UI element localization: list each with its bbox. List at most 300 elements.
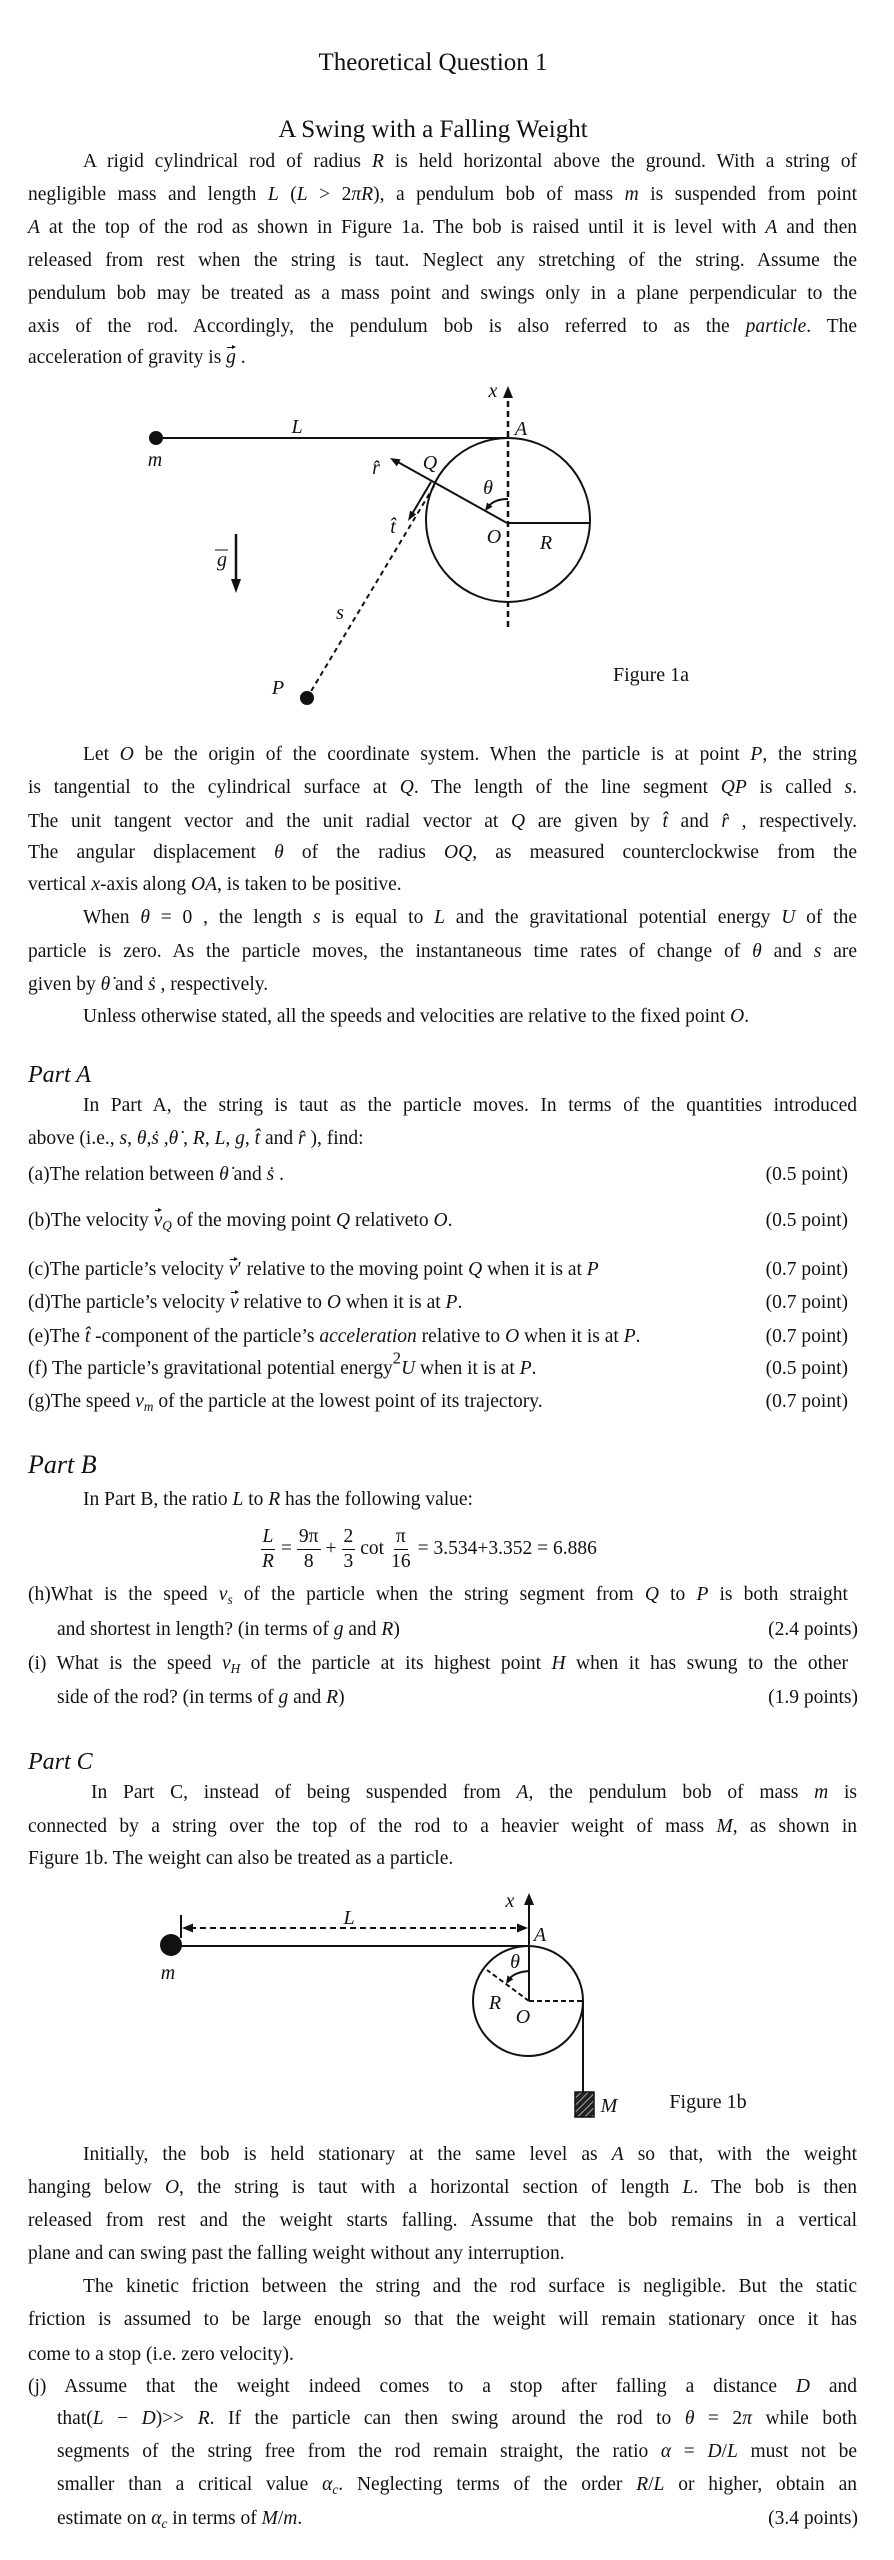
math-symbol: θ [140,907,150,928]
problem-title: A Swing with a Falling Weight [278,116,588,143]
math-symbol: R [371,151,384,172]
question-c [28,1253,848,1286]
text-run: must not be [737,2441,858,2462]
text-run: relativeto [350,1210,434,1231]
math-symbol: U [401,1358,416,1379]
vector-symbol: g [226,347,236,368]
text-run: , respectively. [728,811,858,832]
math-symbol: π [742,2408,752,2429]
text-run: given by [28,974,101,995]
setup-line [28,968,857,1001]
text-run: (c)The particle’s velocity [28,1259,229,1280]
vector-symbol: v [229,1292,239,1313]
math-symbol: R [192,1128,205,1149]
math-symbol: v [135,1391,144,1412]
label-l: L [291,416,303,438]
text-run: when it is at [482,1259,587,1280]
fraction [297,1525,321,1574]
text-run: that( [57,2408,93,2429]
text-run: (f) The particle’s gravitational potential energy [28,1358,393,1379]
text-run: , [204,1128,215,1149]
math-symbol: R [381,1619,394,1640]
math-symbol: L [267,184,279,205]
label-l: L [343,1907,355,1929]
text-run: . [852,777,857,798]
question-text [28,1259,599,1280]
math-symbol: m [624,184,639,205]
math-symbol: m [814,1782,829,1803]
text-run: , [127,1128,137,1149]
math-symbol: L [296,184,308,205]
text-run: has the following value: [280,1489,473,1510]
label-q: Q [422,452,438,474]
x-axis-arrowhead-icon [524,1893,534,1905]
math-symbol: P [586,1259,599,1280]
gravity-arrowhead-icon [231,579,241,593]
text-run: segments of the string free from the rod remain straight, the ratio [57,2441,661,2462]
math-symbol: R [197,2408,210,2429]
math-symbol: g [235,1128,245,1149]
subscript: s [227,1591,233,1607]
math-symbol: s [119,1128,128,1149]
label-r: R [539,532,553,554]
math-symbol: θ [274,842,284,863]
figure-1b-caption: Figure 1b [669,2091,747,2113]
fraction [389,1525,413,1574]
math-symbol: M [261,2508,278,2529]
math-symbol: Q [644,1584,659,1605]
math-symbol: U [781,907,796,928]
text-run: when it is at [415,1358,520,1379]
setup-line [28,805,857,838]
text-run: = [671,2441,708,2462]
text-run: smaller than a critical value [57,2474,323,2495]
question-text [28,1391,543,1412]
math-symbol: L [434,907,445,928]
question-text [28,1348,537,1379]
text-run: , the pendulum bob of mass [528,1782,815,1803]
points-value: (1.9 points) [768,1687,858,1708]
question-g [28,1385,848,1418]
question-h-line [28,1578,848,1611]
math-symbol: P [623,1326,636,1347]
text-run: axis of the rod. Accordingly, the pendulum bob is also referred to as the [28,316,746,337]
text-run: The angular displacement [28,842,275,863]
label-x: x [488,380,498,402]
part-a-intro-line [28,1122,857,1155]
math-symbol: πR [351,184,374,205]
question-i [57,1681,858,1714]
text-run: of the particle at the lowest point of its trajectory. [153,1391,543,1412]
points-value: (3.4 points) [768,2508,858,2529]
math-symbol: g [333,1619,344,1640]
text-run: (h)What is the speed [28,1584,219,1605]
document-title: Theoretical Question 1 [318,49,548,76]
label-a: A [514,418,528,440]
label-m: m [147,449,163,471]
text-run: to [243,1489,269,1510]
text-run: (a)The relation between [28,1164,220,1185]
intro-line [28,310,857,343]
x-axis-arrowhead-icon [503,386,513,398]
part-c-heading: Part C [28,1749,93,1775]
text-run: )>> [155,2408,198,2429]
math-symbol: Q [468,1259,483,1280]
question-text [28,1164,284,1185]
math-symbol: s [813,941,822,962]
text-run: , as shown in [732,1816,857,1837]
text-run: , as measured counterclockwise from the [472,842,857,863]
math-symbol: Q [511,811,526,832]
question-e [28,1320,848,1353]
label-big-m: M [600,2095,618,2117]
part-c-line [28,2237,857,2270]
text-run: (e)The [28,1326,85,1347]
math-symbol: P [445,1292,458,1313]
intro-line [28,178,857,211]
text-run: , [158,1128,169,1149]
text-run: friction is assumed to be large enough so that the weight will remain stationary once it has [28,2309,857,2330]
subscript: c [332,2481,339,2497]
text-run: connected by a string over the top of the rod to a heavier weight of mass [28,1816,717,1837]
math-symbol: particle [745,316,807,337]
text-run: when it has swung to the other [565,1653,849,1674]
math-symbol: v [221,1653,231,1674]
math-symbol: s [312,907,321,928]
part-c-intro-line [28,1810,857,1843]
math-symbol: x [91,874,100,895]
math-symbol: L [232,1489,244,1510]
text-run: and [110,974,149,995]
text-run: When [83,907,141,928]
text-run: ) [338,1687,345,1708]
math-symbol: L [682,2177,694,2198]
part-c-line [28,2204,857,2237]
text-run: and shortest in length? (in terms of [57,1619,334,1640]
question-j-line [28,2370,857,2403]
math-symbol: ṡ [148,974,156,995]
fraction-numerator: 2 [342,1525,356,1550]
setup-line [83,1000,857,1033]
math-symbol: θ̇ [168,1128,179,1149]
question-a [28,1158,848,1191]
text-run: be the origin of the coordinate system. When the particle is at point [133,744,751,765]
subscript: c [161,2515,168,2531]
question-i-line [28,1647,848,1680]
math-symbol: t̂ [254,1128,261,1149]
text-run: . The length of the line segment [413,777,721,798]
part-c-intro-line [28,1842,857,1875]
points-value: (0.7 point) [765,1292,848,1313]
math-symbol: OA [190,874,217,895]
points-value: (0.5 point) [765,1358,848,1379]
intro-line [28,211,857,244]
text-run: A rigid cylindrical rod of radius [83,151,372,172]
text-run: . [274,1164,284,1185]
r-hat-arrowhead-icon [390,458,401,466]
text-run: (d)The particle’s velocity [28,1292,230,1313]
label-r: R [488,1992,502,2014]
math-symbol: θ [752,941,762,962]
math-symbol: g [278,1687,289,1708]
math-symbol: acceleration [319,1326,417,1347]
label-a: A [533,1924,547,1946]
fraction-numerator: L [261,1525,276,1550]
fraction-denominator: 16 [391,1550,411,1572]
text-run: and the gravitational potential energy [444,907,782,928]
text-run: , is taken to be positive. [216,874,402,895]
text-run: released from rest and the weight starts falling. Assume that the bob remains in a vertical [28,2210,857,2231]
text-run: . [235,347,246,368]
label-t-hat: t̂ [390,516,396,538]
math-symbol: OQ [444,842,473,863]
text-run: ) [393,1619,400,1640]
text-run: when it is at [340,1292,446,1313]
math-symbol: ṡ [151,1128,159,1149]
math-symbol: L [214,1128,226,1149]
question-text [28,1292,462,1313]
text-run: come to a stop (i.e. zero velocity). [28,2344,294,2365]
text-run: , respectively. [155,974,269,995]
setup-line [28,935,857,968]
math-symbol: L [726,2441,738,2462]
text-run: ), a pendulum bob of mass [373,184,625,205]
label-m: m [160,1962,176,1984]
math-symbol: H [551,1653,566,1674]
intro-line [28,244,857,277]
text-run: . [744,1006,750,1027]
math-symbol: QP [720,777,747,798]
math-symbol: L [653,2474,665,2495]
text-run: Initially, the bob is held stationary at the same level as [83,2144,612,2165]
text-run: is equal to [320,907,435,928]
text-run: Figure 1b. The weight can also be treated as a particle. [28,1848,454,1869]
math-symbol: O [164,2177,180,2198]
question-text [57,2508,302,2529]
math-symbol: s [844,777,853,798]
question-j-line [57,2468,857,2501]
subscript: Q [162,1217,172,1233]
points-value: (0.7 point) [765,1391,848,1412]
text-run: is [828,1782,857,1803]
text-run: is called [746,777,845,798]
equation-operator: = 3.534+3.352 = 6.886 [417,1538,597,1559]
fraction [342,1525,356,1574]
text-run: > 2 [307,184,352,205]
question-text [28,1210,452,1231]
string-segment-qp [307,486,434,698]
figure-1a [0,360,894,720]
math-symbol: R [326,1687,339,1708]
fraction-numerator: 9π [297,1525,321,1550]
text-run: or higher, obtain an [664,2474,857,2495]
label-s: s [336,602,344,624]
label-o: O [486,526,502,548]
math-symbol: Q [335,1210,351,1231]
math-symbol: P [750,744,763,765]
text-run: are [821,941,857,962]
points-value: (0.5 point) [765,1210,848,1231]
text-run: ), find: [305,1128,364,1149]
math-symbol: v [218,1584,228,1605]
text-run: . Neglecting terms of the order [338,2474,637,2495]
text-run: -component of the particle’s [90,1326,320,1347]
text-run: , [146,1128,152,1149]
question-text [57,1687,345,1708]
text-run: . [447,1210,453,1231]
math-symbol: ṡ [266,1164,275,1185]
math-symbol: R [636,2474,649,2495]
math-symbol: A [765,217,778,238]
setup-line [28,836,857,869]
equation-operator: = [280,1538,292,1559]
subscript: m [143,1398,154,1414]
math-symbol: t̂ [84,1326,91,1347]
text-run: of the particle at its highest point [240,1653,552,1674]
setup-line [28,771,857,804]
fraction [260,1525,276,1574]
label-g: g [217,549,227,571]
text-run: is held horizontal above the ground. With a string of [383,151,858,172]
math-symbol: α [322,2474,333,2495]
math-symbol: α [660,2441,672,2462]
part-b-heading: Part B [28,1450,97,1479]
points-value: (0.5 point) [765,1164,848,1185]
text-run: and [809,2376,858,2397]
text-run: , the string is taut with a horizontal section of length [179,2177,683,2198]
text-run: at the top of the rod as shown in Figure 1a. The bob is raised until it is level with [39,217,766,238]
figure-1a-caption: Figure 1a [612,664,690,686]
text-run: and [288,1687,327,1708]
text-run: Let [83,744,120,765]
text-run: and [761,941,814,962]
text-run: plane and can swing past the falling weight without any interruption. [28,2243,565,2264]
text-run: . [457,1292,463,1313]
math-symbol: P [519,1358,532,1379]
text-run: hanging below [28,2177,165,2198]
math-symbol: Q [399,777,414,798]
math-symbol: D [795,2376,810,2397]
equation-operator: cot [360,1538,385,1559]
part-b-intro-line [83,1483,857,1516]
question-j-line [57,2402,857,2435]
setup-line [83,901,857,934]
text-run: (i) What is the speed [28,1653,222,1674]
math-symbol: D [141,2408,156,2429]
part-c-intro-line [91,1776,857,1809]
setup-line [83,738,857,771]
particle-at-p [300,691,314,705]
text-run: (g)The speed [28,1391,136,1412]
text-run: -axis along [100,874,191,895]
ratio-equation [258,1522,600,1576]
math-symbol: O [730,1006,745,1027]
text-run: ′ relative to the moving point [237,1259,469,1280]
dimension-right-arrowhead-icon [517,1924,528,1933]
text-run: are given by [525,811,663,832]
text-run: ( [278,184,297,205]
part-c-line [28,2303,857,2336]
points-value: (2.4 points) [768,1619,858,1640]
text-run: (b)The velocity [28,1210,154,1231]
dimension-left-arrowhead-icon [182,1924,193,1933]
text-run: / [721,2441,727,2462]
text-run: In Part B, the ratio [83,1489,233,1510]
math-symbol: θ [136,1128,147,1149]
math-symbol: O [326,1292,341,1313]
fraction-numerator: π [394,1525,408,1550]
superscript: 2 [392,1348,402,1368]
equation-operator: + [325,1538,337,1559]
math-symbol: r̂ [298,1128,306,1149]
text-run: is tangential to the cylindrical surface at [28,777,400,798]
text-run: , [178,1128,193,1149]
text-run: and [667,811,722,832]
part-a-intro-line [83,1089,857,1122]
text-run: In Part A, the string is taut as the particle moves. In terms of the quantities introduced [83,1095,857,1116]
subscript: H [230,1660,241,1676]
text-run: is suspended from point [638,184,857,205]
text-run: of the particle when the string segment from [232,1584,645,1605]
text-run: in terms of [167,2508,262,2529]
text-run: Unless otherwise stated, all the speeds and velocities are relative to the fixed point [83,1006,731,1027]
label-o: O [515,2006,531,2028]
question-h [57,1613,858,1646]
text-run: relative to [416,1326,506,1347]
hanging-weight [575,2092,594,2117]
text-run: / [648,2474,654,2495]
math-symbol: L [92,2408,104,2429]
figure-1b [0,1875,894,2135]
text-run: of the [795,907,857,928]
text-run: particle is zero. As the particle moves, the instantaneous time rates of change of [28,941,753,962]
question-d [28,1286,848,1319]
math-symbol: O [505,1326,520,1347]
text-run: side of the rod? (in terms of [57,1687,279,1708]
text-run: estimate on [57,2508,152,2529]
intro-line [28,277,857,310]
math-symbol: O [433,1210,448,1231]
text-run: relative to [238,1292,327,1313]
text-run: (j) Assume that the weight indeed comes to a stop after falling a distance [28,2376,796,2397]
math-symbol: A [611,2144,624,2165]
label-theta: θ [510,1951,520,1973]
math-symbol: θ [684,2408,695,2429]
setup-line [28,868,857,901]
fraction-denominator: 8 [303,1550,314,1572]
math-symbol: P [696,1584,709,1605]
text-run: above (i.e., [28,1128,120,1149]
text-run: . The [806,316,857,337]
math-symbol: m [283,2508,298,2529]
text-run: while both [751,2408,857,2429]
math-symbol: A [28,217,40,238]
text-run: of the radius [283,842,445,863]
text-run: so that, with the weight [623,2144,857,2165]
fraction-denominator: R [262,1550,274,1572]
text-run: , [244,1128,255,1149]
part-c-line [83,2270,857,2303]
math-symbol: θ̇ [100,974,111,995]
text-run: pendulum bob may be treated as a mass point and swings only in a plane perpendicular to the [28,283,857,304]
text-run: of the moving point [171,1210,336,1231]
math-symbol: R [268,1489,281,1510]
text-run: / [277,2508,284,2529]
text-run: . The bob is then [693,2177,857,2198]
text-run: to [658,1584,697,1605]
intro-line [83,145,857,178]
text-run: and [343,1619,382,1640]
